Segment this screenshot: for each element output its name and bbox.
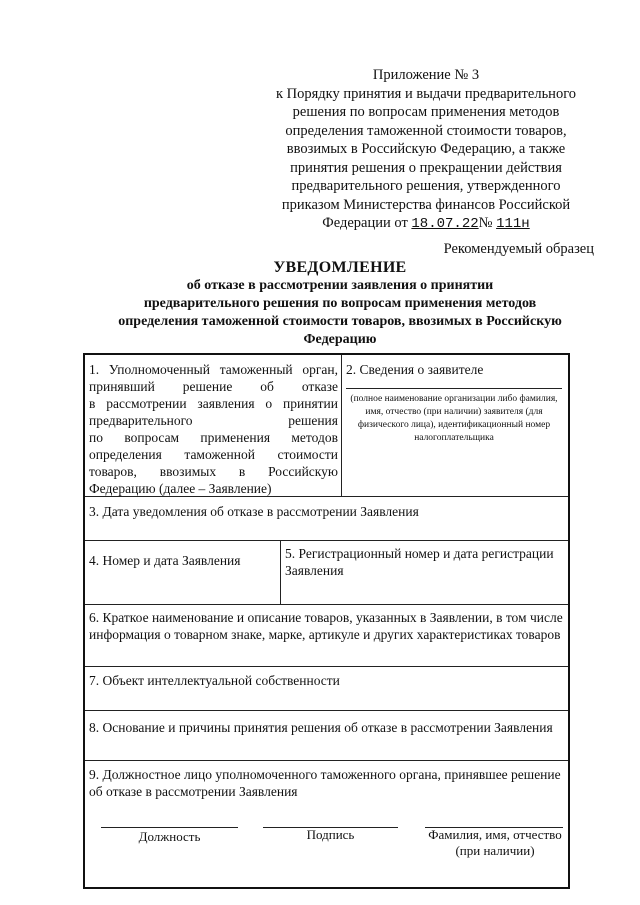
appendix-line: приказом Министерства финансов Российской bbox=[281, 196, 571, 213]
appendix-order-prefix: Федерации от bbox=[322, 215, 408, 231]
appendix-line: к Порядку принятия и выдачи предварительного bbox=[275, 85, 577, 102]
appendix-line: принятия решения о прекращении действия bbox=[290, 159, 562, 176]
order-number: 111н bbox=[496, 216, 530, 232]
form-row-7 bbox=[85, 666, 568, 710]
field-1-line: по вопросам применения методов bbox=[89, 430, 338, 445]
field-2-hint: (полное наименование организации либо фамилия, имя, отчество (при наличии) заявителя (для физического лица), идентификационный номер налогоплательщика bbox=[350, 394, 558, 443]
form-row-6 bbox=[85, 604, 568, 666]
field-1-line: предварительного решения bbox=[89, 413, 338, 428]
appendix-order-line bbox=[252, 214, 600, 234]
column-divider bbox=[280, 541, 281, 605]
full-name-label bbox=[415, 827, 575, 859]
notification-form bbox=[83, 353, 570, 889]
appendix-line: решения по вопросам применения методов bbox=[292, 104, 560, 120]
field-5-registration-number[interactable]: 5. Регистрационный номер и дата регистрации Заявления bbox=[285, 546, 554, 578]
title-heading: УВЕДОМЛЕНИЕ bbox=[273, 259, 407, 276]
field-1-line: товаров, ввозимых в Российскую bbox=[89, 464, 338, 479]
form-row-8 bbox=[85, 710, 568, 760]
appendix-title: Приложение № 3 bbox=[372, 67, 480, 83]
field-1-line: в рассмотрении заявления о принятии bbox=[89, 396, 338, 411]
appendix-line: предварительного решения, утвержденного bbox=[291, 178, 561, 194]
field-6-goods-description[interactable]: 6. Краткое наименование и описание товаров, указанных в Заявлении, в том числе информация о товарном знаке, марке, артикуле и других характеристиках товаров bbox=[89, 610, 563, 642]
field-4-application-number[interactable]: 4. Номер и дата Заявления bbox=[89, 553, 241, 568]
title-line: предварительного решения по вопросам применения методов bbox=[143, 296, 537, 311]
form-row-1 bbox=[85, 355, 568, 496]
field-2-label: 2. Сведения о заявителе bbox=[346, 362, 484, 377]
full-name-label-line: Фамилия, имя, отчество bbox=[428, 827, 562, 842]
appendix-block bbox=[252, 66, 600, 234]
field-8-refusal-reasons[interactable]: 8. Основание и причины принятия решения об отказе в рассмотрении Заявления bbox=[89, 720, 553, 735]
form-row-3 bbox=[85, 496, 568, 540]
field-1-authority[interactable] bbox=[89, 361, 338, 497]
form-row-9 bbox=[85, 760, 568, 887]
document-title bbox=[60, 259, 620, 349]
field-3-notification-date[interactable]: 3. Дата уведомления об отказе в рассмотрении Заявления bbox=[89, 504, 419, 519]
appendix-line: определения таможенной стоимости товаров, bbox=[285, 122, 567, 139]
number-sign: № bbox=[478, 215, 493, 231]
recommended-sample: Рекомендуемый образец bbox=[443, 241, 594, 257]
field-1-line: 1. Уполномоченный таможенный орган, bbox=[89, 362, 338, 377]
appendix-line: ввозимых в Российскую Федерацию, а также bbox=[286, 141, 566, 157]
field-9-official[interactable]: 9. Должностное лицо уполномоченного таможенного органа, принявшее решение об отказе в рассмотрении Заявления bbox=[89, 767, 561, 799]
position-signature-line[interactable] bbox=[101, 827, 238, 828]
field-1-line: Федерацию (далее – Заявление) bbox=[89, 481, 272, 496]
full-name-label-line: (при наличии) bbox=[455, 843, 535, 858]
field-7-intellectual-property[interactable]: 7. Объект интеллектуальной собственности bbox=[89, 673, 340, 688]
title-line: Федерацию bbox=[303, 332, 377, 347]
field-2-underline bbox=[346, 388, 562, 389]
title-line: об отказе в рассмотрении заявления о принятии bbox=[186, 278, 494, 293]
order-date: 18.07.22 bbox=[411, 216, 479, 232]
field-1-line: определения таможенной стоимости bbox=[89, 447, 338, 462]
field-1-line: принявший решение об отказе bbox=[89, 379, 338, 394]
title-line: определения таможенной стоимости товаров, ввозимых в Российскую bbox=[118, 314, 562, 329]
field-2-applicant[interactable] bbox=[346, 361, 564, 445]
column-divider bbox=[341, 355, 342, 496]
position-label: Должность bbox=[138, 829, 201, 844]
sign-label: Подпись bbox=[306, 827, 355, 842]
form-row-4-5 bbox=[85, 540, 568, 604]
